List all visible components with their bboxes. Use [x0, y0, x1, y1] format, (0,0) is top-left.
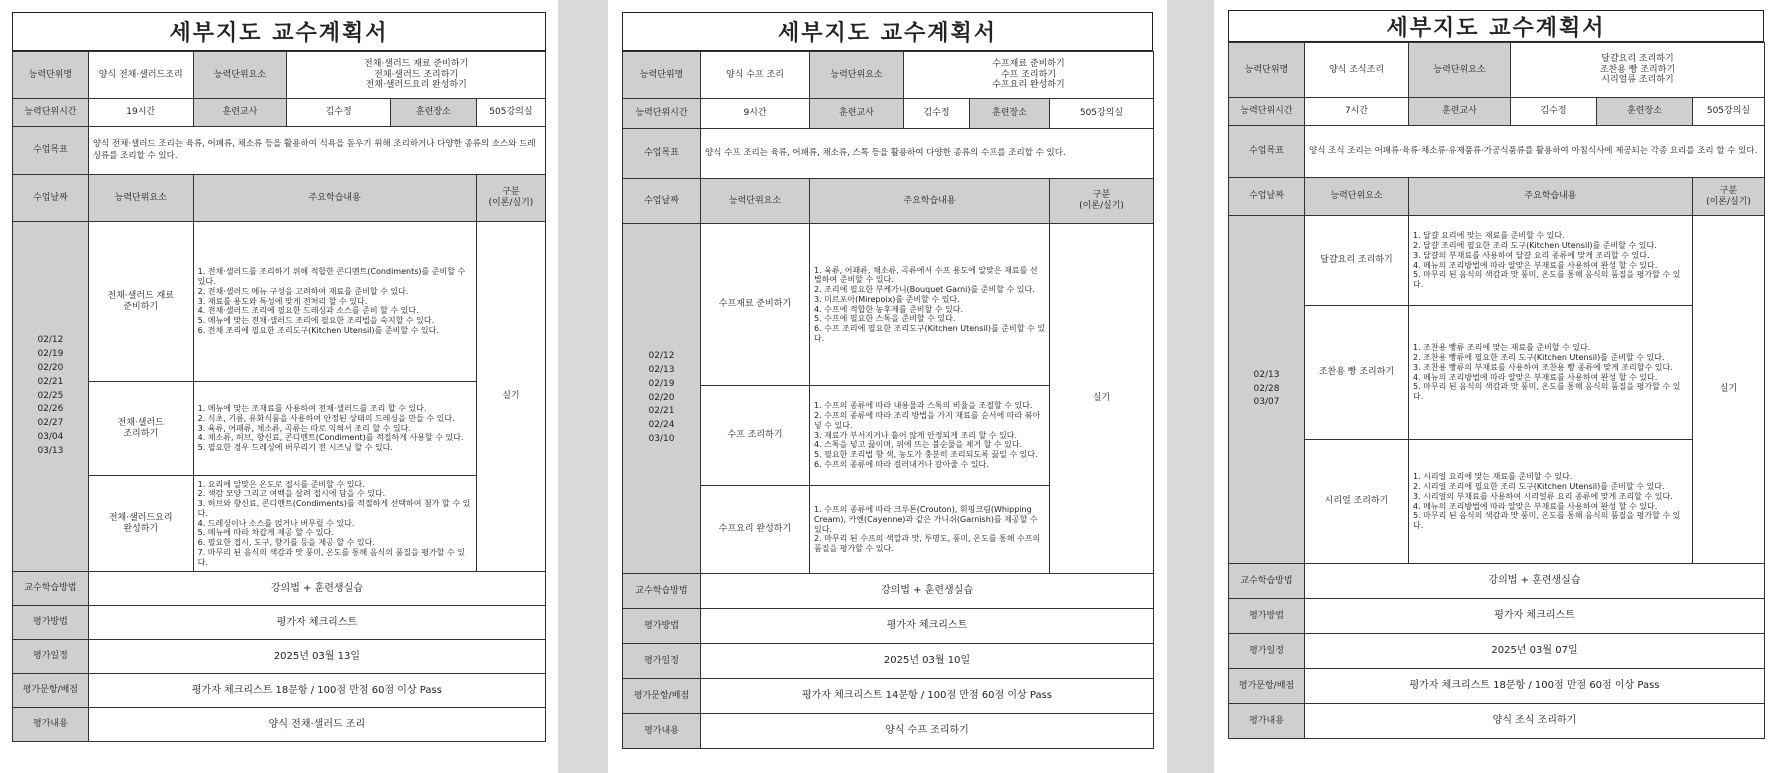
- eval-method-label: 평가방법: [1229, 599, 1305, 634]
- unit-elements-label: 능력단위요소: [1409, 43, 1511, 98]
- column-header-type: 구분 (이론/실기): [476, 175, 545, 222]
- unit-hours-label: 능력단위시간: [1229, 98, 1305, 126]
- page-title: 세부지도 교수계획서: [12, 12, 546, 51]
- method-value: 강의법 + 훈련생실습: [1305, 564, 1765, 599]
- eval-date-label: 평가일정: [13, 640, 89, 674]
- eval-date-value: 2025년 03월 07일: [1305, 634, 1765, 669]
- place-label: 훈련장소: [390, 99, 476, 127]
- teacher-value: 김수정: [904, 99, 970, 129]
- eval-method-value: 평가자 체크리스트: [701, 609, 1154, 644]
- method-value: 강의법 + 훈련생실습: [701, 574, 1154, 609]
- teacher-value: 김수정: [1511, 98, 1597, 126]
- unit-name-label: 능력단위명: [13, 52, 89, 99]
- unit-hours-value: 7시간: [1305, 98, 1409, 126]
- plan-table: [622, 51, 1154, 749]
- row-content: 1. 달걀 요리에 맞는 재료를 준비할 수 있다. 2. 달걀 조리에 필요한 조리 도구(Kitchen Utensil)를 준비할 수 있다. 3. 달걀의 부재료를 사용하여 달걀 요리 종류에 맞게 조리할 수 있다. 4. 메뉴의 조리방법에 따라 알맞은 부재료를 사용하여 완성 할 수 있다. 5. 마무리 된 음식의 색감과 맛 풍미, 온도를 통해 음식의 품질을 평가할 수 있다.: [1409, 216, 1693, 306]
- eval-content-label: 평가내용: [1229, 704, 1305, 739]
- eval-content-value: 양식 수프 조리하기: [701, 714, 1154, 749]
- eval-date-label: 평가일정: [1229, 634, 1305, 669]
- unit-name-label: 능력단위명: [1229, 43, 1305, 98]
- eval-date-label: 평가일정: [623, 644, 701, 679]
- class-dates: 02/13 02/28 03/07: [1229, 216, 1305, 564]
- row-element: 수프요리 완성하기: [701, 486, 810, 574]
- unit-hours-label: 능력단위시간: [13, 99, 89, 127]
- place-label: 훈련장소: [970, 99, 1050, 129]
- eval-content-label: 평가내용: [623, 714, 701, 749]
- unit-elements-value: 달걀요리 조리하기 조찬용 빵 조리하기 시리얼류 조리하기: [1511, 43, 1765, 98]
- column-header-content: 주요학습내용: [193, 175, 476, 222]
- goal-label: 수업목표: [623, 129, 701, 179]
- eval-date-value: 2025년 03월 10일: [701, 644, 1154, 679]
- column-header-date: 수업날짜: [1229, 178, 1305, 216]
- place-label: 훈련장소: [1597, 98, 1693, 126]
- method-label: 교수학습방법: [623, 574, 701, 609]
- eval-method-label: 평가방법: [623, 609, 701, 644]
- row-element: 전채·샐러드요리 완성하기: [88, 476, 193, 572]
- unit-elements-label: 능력단위요소: [810, 52, 904, 99]
- row-content: 1. 메뉴에 맞는 조재료를 사용하여 전채·샐러드를 조리 할 수 있다. 2. 식초, 기름, 유화식품을 사용하여 안정된 상태의 드레싱을 만들 수 있다. 3. 육류, 어패류, 채소류, 곡류는 따로 익혀서 조리 할 수 있다. 4. 채소류, 허브, 향신료, 콘디멘트(Condiment)를 적절하게 사용할 수 있다. 5. 필요한 경우 드레싱에 버무리기 전 시즈닝 할 수 있다.: [193, 382, 476, 476]
- eval-items-label: 평가문항/배점: [13, 674, 89, 708]
- goal-label: 수업목표: [13, 127, 89, 175]
- eval-content-value: 양식 전채·샐러드 조리: [88, 708, 545, 742]
- goal-label: 수업목표: [1229, 126, 1305, 178]
- plan-table: [12, 51, 546, 742]
- eval-items-value: 평가자 체크리스트 18문항 / 100점 만점 60점 이상 Pass: [88, 674, 545, 708]
- column-header-element: 능력단위요소: [88, 175, 193, 222]
- place-value: 505강의실: [1050, 99, 1154, 129]
- column-header-element: 능력단위요소: [1305, 178, 1409, 216]
- eval-items-label: 평가문항/배점: [623, 679, 701, 714]
- eval-items-label: 평가문항/배점: [1229, 669, 1305, 704]
- document-page-3: [1214, 0, 1770, 773]
- row-content: 1. 요리에 알맞은 온도로 접시를 준비할 수 있다. 2. 색감 모양 그리고 여백을 살려 접시에 담을 수 있다. 3. 허브와 향신료, 콘디멘트(Condiments)를 적절하게 선택하여 첨가 할 수 있다. 4. 드레싱이나 소스를 얹거나 버무릴 수 있다. 5. 메뉴에 따라 차갑게 제공 할 수 있다. 6. 필요한 접시, 도구, 향기를 등을 제공 할 수 있다. 7. 마무리 된 음식의 색감과 맛 풍미, 온도를 통해 음식의 품질을 평가할 수 있다.: [193, 476, 476, 572]
- plan-table: [1228, 42, 1765, 739]
- page-title: 세부지도 교수계획서: [622, 12, 1153, 51]
- column-header-date: 수업날짜: [623, 179, 701, 224]
- class-type: 실기: [1050, 224, 1154, 574]
- class-dates: 02/12 02/13 02/19 02/20 02/21 02/24 03/10: [623, 224, 701, 574]
- row-content: 1. 시리얼 요리에 맞는 재료를 준비할 수 있다. 2. 시리얼 조리에 필요한 조리 도구(Kitchen Utensil)를 준비할 수 있다. 3. 시리얼의 부재료를 사용하여 시리얼류 요리 종류에 맞게 조리할 수 있다. 4. 메뉴의 조리방법에 따라 알맞은 부재료를 사용하여 완성 할 수 있다. 5. 마무리 된 음식의 색감과 맛 풍미, 온도를 통해 음식의 품질을 평가할 수 있다.: [1409, 440, 1693, 564]
- eval-items-value: 평가자 체크리스트 18문항 / 100점 만점 60점 이상 Pass: [1305, 669, 1765, 704]
- row-element: 시리얼 조리하기: [1305, 440, 1409, 564]
- row-content: 1. 전채·샐러드를 조리하기 위해 적합한 콘디멘트(Condiments)를 준비할 수 있다. 2. 전채·샐러드 메뉴 구성을 고려하여 재료를 준비할 수 있다. 3. 재료를 용도와 특성에 맞게 전처리 할 수 있다. 4. 전채·샐러드 조리에 필요한 드레싱과 소스를 준비 할 수 있다. 5. 메뉴에 맞는 전채·샐러드 조리에 필요한 조리법을 숙지할 수 있다. 6. 전채 조리에 필요한 조리도구(Kitchen Utensil)를 준비할 수 있다.: [193, 222, 476, 382]
- column-header-element: 능력단위요소: [701, 179, 810, 224]
- column-header-date: 수업날짜: [13, 175, 89, 222]
- method-value: 강의법 + 훈련생실습: [88, 572, 545, 606]
- unit-elements-value: 전채·샐러드 재료 준비하기 전채·샐러드 조리하기 전채·샐러드요리 완성하기: [287, 52, 546, 99]
- class-dates: 02/12 02/19 02/20 02/21 02/25 02/26 02/27 03/04 03/13: [13, 222, 89, 572]
- unit-name-label: 능력단위명: [623, 52, 701, 99]
- row-content: 1. 육류, 어패류, 채소류, 곡류에서 수프 용도에 알맞은 재료를 선별하여 준비할 수 있다. 2. 조리에 필요한 부케가니(Bouquet Garni)를 준비할 수 있다. 3. 미르포아(Mirepoix)를 준비할 수 있다. 4. 수프에 적합한 농후제를 준비할 수 있다. 5. 수프에 필요한 스톡을 준비할 수 있다. 6. 수프 조리에 필요한 조리도구(Kitchen Utensil)를 준비할 수 있다.: [810, 224, 1050, 386]
- eval-items-value: 평가자 체크리스트 14문항 / 100점 만점 60점 이상 Pass: [701, 679, 1154, 714]
- document-page-1: [0, 0, 558, 773]
- row-content: 1. 조찬용 빵류 조리에 맞는 재료를 준비할 수 있다. 2. 조찬용 빵류에 필요한 조리 도구(Kitchen Utensil)를 준비할 수 있다. 3. 조찬용 빵류의 부재료를 사용하여 조찬용 빵 종류에 맞게 조리할수 있다. 4. 메뉴의 조리방법에 따라 알맞은 부재료를 사용하여 완성 할 수 있다. 5. 마무리 된 음식의 색감과 맛 풍미, 온도를 통해 음식의 품질을 평가할 수 있다.: [1409, 306, 1693, 440]
- goal-value: 양식 수프 조리는 육류, 어패류, 채소류, 스톡 등을 활용하여 다양한 종류의 수프를 조리할 수 있다.: [701, 129, 1154, 179]
- unit-name-value: 양식 수프 조리: [701, 52, 810, 99]
- row-element: 수프재료 준비하기: [701, 224, 810, 386]
- row-element: 수프 조리하기: [701, 386, 810, 486]
- document-page-2: [608, 0, 1167, 773]
- column-header-content: 주요학습내용: [810, 179, 1050, 224]
- teacher-label: 훈련교사: [1409, 98, 1511, 126]
- unit-name-value: 양식 조식조리: [1305, 43, 1409, 98]
- unit-hours-value: 9시간: [701, 99, 810, 129]
- row-element: 달걀요리 조리하기: [1305, 216, 1409, 306]
- eval-method-label: 평가방법: [13, 606, 89, 640]
- unit-name-value: 양식 전채·샐러드조리: [88, 52, 193, 99]
- row-element: 전채·샐러드 조리하기: [88, 382, 193, 476]
- method-label: 교수학습방법: [13, 572, 89, 606]
- eval-method-value: 평가자 체크리스트: [1305, 599, 1765, 634]
- column-header-content: 주요학습내용: [1409, 178, 1693, 216]
- row-content: 1. 수프의 종류에 따라 크루톤(Crouton), 휘핑크림(Whipping Cream), 카옌(Cayenne)과 같은 가니쉬(Garnish)를 제공할 수 있다. 2. 마무리 된 수프의 색깔과 맛, 투명도, 풍미, 온도를 통해 수프의 품질을 평가할 수 있다.: [810, 486, 1050, 574]
- unit-elements-label: 능력단위요소: [193, 52, 287, 99]
- eval-content-label: 평가내용: [13, 708, 89, 742]
- unit-elements-value: 수프재료 준비하기 수프 조리하기 수프요리 완성하기: [904, 52, 1154, 99]
- eval-content-value: 양식 조식 조리하기: [1305, 704, 1765, 739]
- method-label: 교수학습방법: [1229, 564, 1305, 599]
- class-type: 실기: [1693, 216, 1765, 564]
- place-value: 505강의실: [1693, 98, 1765, 126]
- teacher-label: 훈련교사: [810, 99, 904, 129]
- column-header-type: 구분 (이론/실기): [1050, 179, 1154, 224]
- teacher-label: 훈련교사: [193, 99, 287, 127]
- teacher-value: 김수정: [287, 99, 391, 127]
- row-content: 1. 수프의 종류에 따라 내용물과 스톡의 비율을 조절할 수 있다. 2. 수프의 종류에 따라 조리 방법을 가지 재료를 순서에 따라 볶아 넣 수 있다. 3. 재료가 부서지거나 흩어 않게 안정되게 조리 할 수 있다. 4. 스톡을 넣고 끓이며, 위에 뜨는 불순물을 제거 할 수 있다. 5. 필요한 조리법 향 색, 농도가 충분히 조리되도록 끓일 수 있다. 6. 수프의 종류에 따라 걸러내거나 갈아줄 수 있다.: [810, 386, 1050, 486]
- column-header-type: 구분 (이론/실기): [1693, 178, 1765, 216]
- class-type: 실기: [476, 222, 545, 572]
- goal-value: 양식 전채·샐러드 조리는 육류, 어패류, 채소류 등을 활용하여 식욕을 돋우기 위해 조리하거나 다양한 종류의 소스와 드레싱류를 조리할 수 있다.: [88, 127, 545, 175]
- unit-hours-label: 능력단위시간: [623, 99, 701, 129]
- row-element: 조찬용 빵 조리하기: [1305, 306, 1409, 440]
- eval-method-value: 평가자 체크리스트: [88, 606, 545, 640]
- page-title: 세부지도 교수계획서: [1228, 10, 1764, 42]
- row-element: 전채·샐러드 재료 준비하기: [88, 222, 193, 382]
- place-value: 505강의실: [476, 99, 545, 127]
- eval-date-value: 2025년 03월 13일: [88, 640, 545, 674]
- unit-hours-value: 19시간: [88, 99, 193, 127]
- goal-value: 양식 조식 조리는 어패류·육류·채소류·유제품류·가공식품류를 활용하여 아침식사에 제공되는 각종 요리를 조리 할 수 있다.: [1305, 126, 1765, 178]
